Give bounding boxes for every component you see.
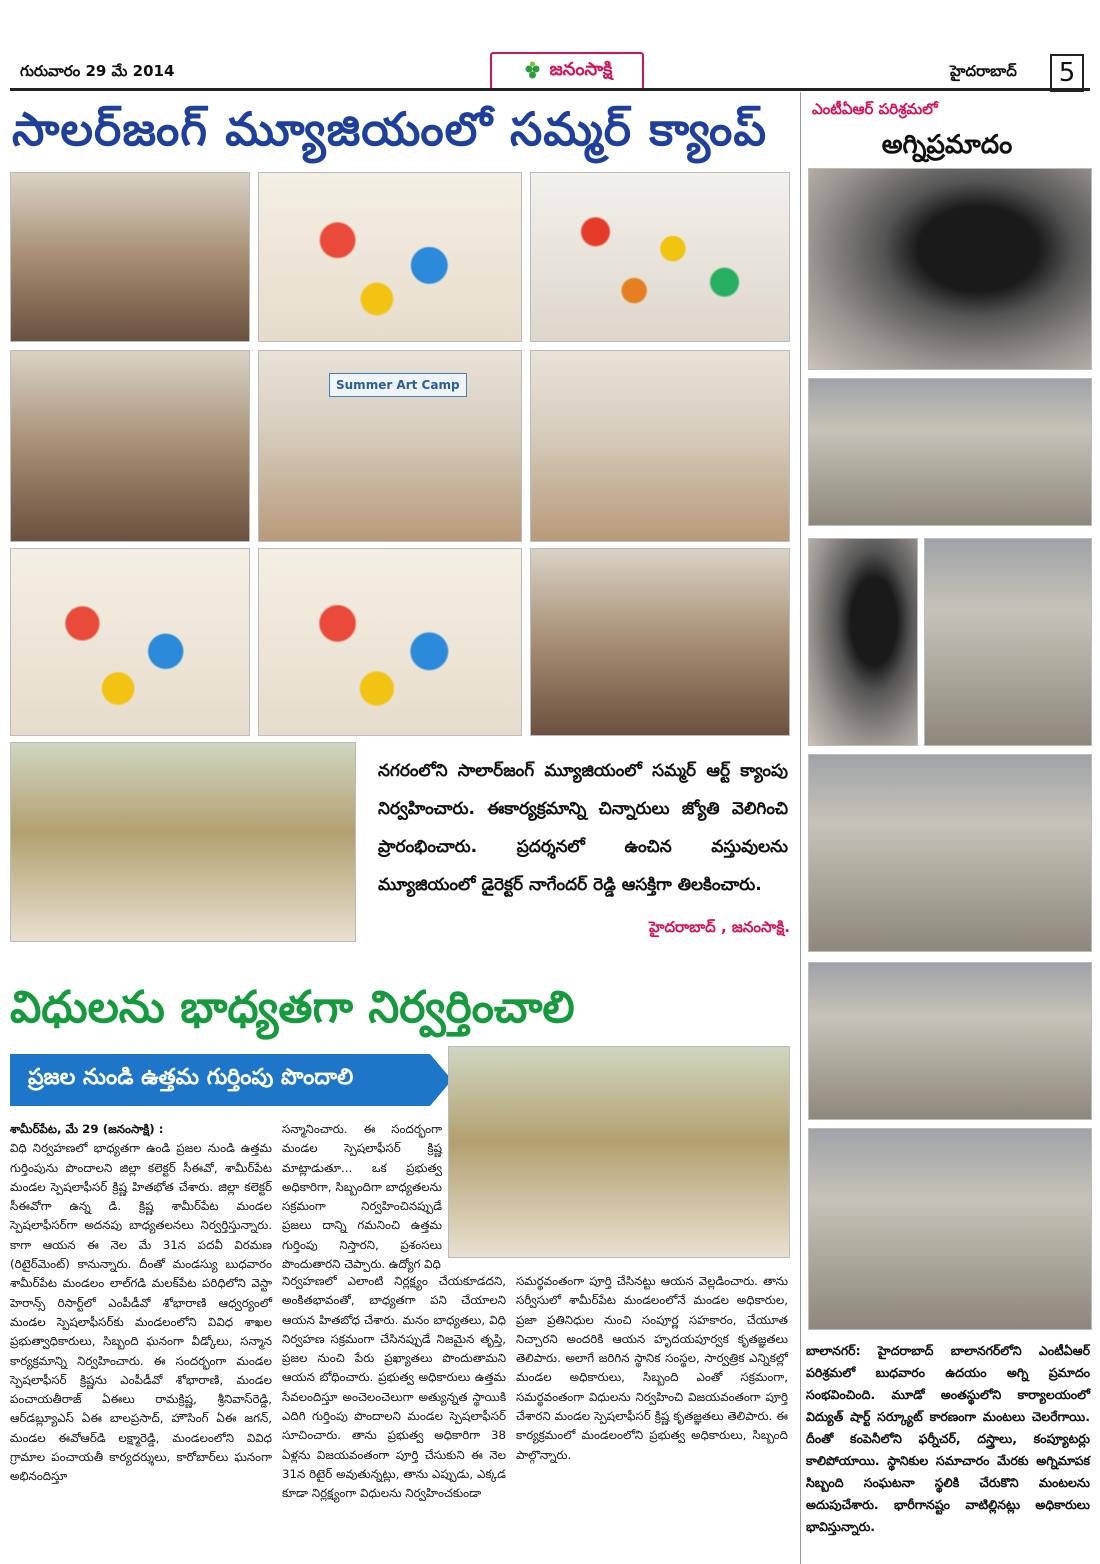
photo-girls-seated[interactable] <box>10 742 356 942</box>
sidebar-kicker: ఎంటీఏఆర్ పరిశ్రమలో <box>812 100 938 118</box>
photo-fire-engine-crowd[interactable] <box>808 754 1092 952</box>
story2-col2-text: నిర్వహణలో ఎలాంటి నిర్లక్ష్యం చేయకూడదని, అంకితభావంతో, బాధ్యతగా పని చేయాలని ఆయన హితబోధ చేశారు. మనం బాధ్యతలు, విధి నిర్వహణ సక్రమంగా చేసినప్పుడే నిజమైన తృప్తి, ప్రజల నుంచి పేరు ప్రఖ్యాతలు పొందుతామని ఆయన బోధించారు. ప్రభుత్వ అధికారులు ఉత్తమ సేవలందిస్తూ అంచెలంచెలుగా అత్యున్నత స్థాయికి ఎదిగి గుర్తింపు పొందాలని మండల స్పెషలాఫీసర్ సూచించారు. తాను ప్రభుత్వ అధికారిగా 38 ఏళ్లను విజయవంతంగా పూర్తి చేసుకుని ఈ నెల 31న రిటైర్ అవుతున్నట్లు, తాను ఎప్పుడు, ఎక్కడ కూడా నిర్లక్ష్యంగా విధులను నిర్వహించకుండా <box>282 1274 506 1501</box>
masthead-logo[interactable] <box>490 52 644 90</box>
story2-column-1 <box>10 1120 272 1487</box>
page-number: 5 <box>1050 54 1084 92</box>
story2-column-3 <box>516 1272 788 1465</box>
story2-col1-text: విధి నిర్వహణలో భాధ్యతగా ఉండి ప్రజల నుండి ఉత్తమ గుర్తింపును పొందాలని జిల్లా కలెక్టర్ సీఈవో, శామీర్‌పేట మండల స్పెషలాఫీసర్ క్రిష్ణ హితభోత చేశారు. జిల్లా కలెక్టర్ సీఈవోగా ఉన్న డి. క్రిష్ణ శామీర్‌పేట మండల స్పెషలాఫీసర్‌గా అదనపు బాధ్యతలనలు నిర్వర్తిస్తున్నారు. కాగా ఆయన ఈ నెల మే 31న పదవీ విరమణ (రిటైర్‌మెంట్) కానున్నారు. దీంతో మండస్యు బుధవారం శామీర్‌పేట మండలం లాల్‌గడి మలక్‌పేట పరిధిలోని వెస్టా హెరాన్స్ రిసార్ట్‌లో ఎంపీడీవో శోభారాణి ఆధ్వర్యంలో మండల స్పెషలాఫీసర్‌కు మండలంలోని వివిధ శాఖల ప్రభుత్వాధికారులు, సిబ్బంది ఘనంగా వీడ్కోలు, సన్మాన కార్యక్రమాన్ని నిర్వహించారు. ఈ సందర్భంగా మండల స్పెషలాఫీసర్ క్రిష్ణను ఎంపీడీవో శోభారాణి, మండల పంచాయతీరాజ్ ఏఈలు రామక్రిష్ణ, శ్రీనివాస్‌రెడ్డి, ఆర్‌డబ్ల్యూఎస్ ఏఈ బాలప్రసాద్, హౌసింగ్ ఏఈ జగన్, మండల ఈవోఆర్‌డి లక్ష్మారెడ్డి, మండలంలోని వివిధ గ్రామాల పంచాయతీ కార్యదర్శులు, కారోబార్‌లు ఘనంగా అభినందిస్తూ <box>10 1141 272 1484</box>
story2-subhead-text: ప్రజల నుండి ఉత్తమ గుర్తింపు పొందాలి <box>28 1065 354 1090</box>
photo-children-group[interactable] <box>10 350 250 542</box>
story2-dateline: శామీర్‌పేట, మే 29 (జనంసాక్షి) : <box>10 1122 164 1136</box>
photo-fire-smoke[interactable] <box>808 168 1092 370</box>
story2-headline: విధులను భాధ్యతగా నిర్వర్తించాలి <box>10 982 575 1033</box>
summer-art-camp-banner: Summer Art Camp <box>329 373 467 397</box>
sidebar-caption: బాలానగర్: హైదరాబాద్ బాలానగర్‌లోని ఎంటీఏఆర్ పరిశ్రమలో బుధవారం ఉదయం అగ్ని ప్రమాదం సంభవించింది. మూడో అంతస్థులోని కార్యాలయంలో విద్యుత్ షార్ట్ సర్క్యూట్ కారణంగా మంటలు చెలరేగాయి. దీంతో కంపెనీలోని ఫర్నీచర్, దస్త్రాలు, కంప్యూటర్లు కాలిపోయాయి. స్థానికుల సమాచారం మేరకు అగ్నిమాపక సిబ్బంది సంఘటనా స్థలికి చేరుకొని మంటలను అదుపుచేశారు. భారీగానష్టం వాటిల్లినట్లు అధికారులు భావిస్తున్నారు. <box>806 1343 1090 1534</box>
grapes-icon <box>522 60 544 82</box>
photo-blackened-windows[interactable] <box>808 962 1092 1120</box>
story2-column-2-top <box>282 1120 442 1274</box>
story2-subhead <box>10 1054 430 1106</box>
photo-children-showing-crafts[interactable] <box>10 172 250 342</box>
story1-headline: సాలర్‌జంగ్ మ్యూజియంలో సమ్మర్ క్యాంప్ <box>12 102 768 156</box>
masthead-logo-text: జనంసాక్షి <box>549 58 613 80</box>
photo-paper-quilling-basket[interactable] <box>258 548 522 736</box>
story2-column-2 <box>282 1272 506 1504</box>
issue-date: గురువారం 29 మే 2014 <box>20 62 175 80</box>
photo-director-viewing-exhibits[interactable] <box>530 350 790 542</box>
photo-farewell-group[interactable] <box>448 1046 790 1258</box>
story2-col2-top-text: సన్మానించారు. ఈ సందర్భంగా మండల స్పెషలాఫీసర్ క్రిష్ణ మాట్లాడుతూ... ఒక ప్రభుత్వ అధికారిగా, సిబ్బందిగా బాధ్యతలను సక్రమంగా నిర్వహించినప్పుడే ప్రజలు దాన్ని గమనించి ఉత్తమ గుర్తింపు నిస్తారని, ప్రశంసలు పొందుతారని చెప్పారు. ఉద్యోగ విధి <box>282 1122 442 1272</box>
photo-clay-fruits[interactable] <box>530 172 790 342</box>
photo-lamp-lighting[interactable] <box>258 350 522 542</box>
story1-credit: హైదరాబాద్ , జనంసాక్షి. <box>648 918 790 936</box>
photo-children-seated-hall[interactable] <box>530 548 790 736</box>
photo-firefighters-tanker[interactable] <box>924 538 1092 746</box>
photo-burnt-building[interactable] <box>808 378 1092 526</box>
photo-craft-pots[interactable] <box>258 172 522 342</box>
photo-smoke-from-building[interactable] <box>808 538 918 746</box>
photo-wall-plates[interactable] <box>10 548 250 736</box>
header-rule <box>10 88 1090 91</box>
edition-city: హైదరాబాద్ <box>950 62 1017 80</box>
story1-caption: నగరంలోని సాలార్‌జంగ్ మ్యూజియంలో సమ్మర్ ఆర్ట్ క్యాంపు నిర్వహించారు. ఈకార్యక్రమాన్ని చిన్నారులు జ్యోతి వెలిగించి ప్రారంభించారు. ప్రదర్శనలో ఉంచిన వస్తువులను మ్యూజియంలో డైరెక్టర్ నాగేందర్ రెడ్డి ఆసక్తిగా తిలకించారు. <box>378 761 788 895</box>
photo-ladder-rescue[interactable] <box>808 1128 1092 1330</box>
story2-col3-text: సమర్థవంతంగా పూర్తి చేసినట్టు ఆయన వెల్లడించారు. తాను సర్వీసులో శామీర్‌పేట మండలంలోనే మండల అధికారుల, ప్రజా ప్రతినిధుల నుంచి సంపూర్ణ సహకారం, చేయూత నిచ్చారని అందరికి ఆయన హృదయపూర్వక కృతజ్ఞతలు తెలిపారు. అలాగే జరిగిన స్థానిక సంస్థల, సార్వత్రిక ఎన్నికల్లో మండల అధికారులు, సిబ్బంది ఎంతో సక్రమంగా, సమర్థవంతంగా విధులను నిర్వహించి విజయవంతంగా పూర్తి చేశారని మండల స్పెషలాఫీసర్ క్రిష్ణ కృతజ్ఞతలు తెలిపారు. ఈ కార్యక్రమంలో మండలంలోని ప్రభుత్వ అధికారులు, సిబ్బంది పాల్గొన్నారు. <box>516 1274 788 1462</box>
sidebar-headline: అగ్నిప్రమాదం <box>881 130 1013 160</box>
